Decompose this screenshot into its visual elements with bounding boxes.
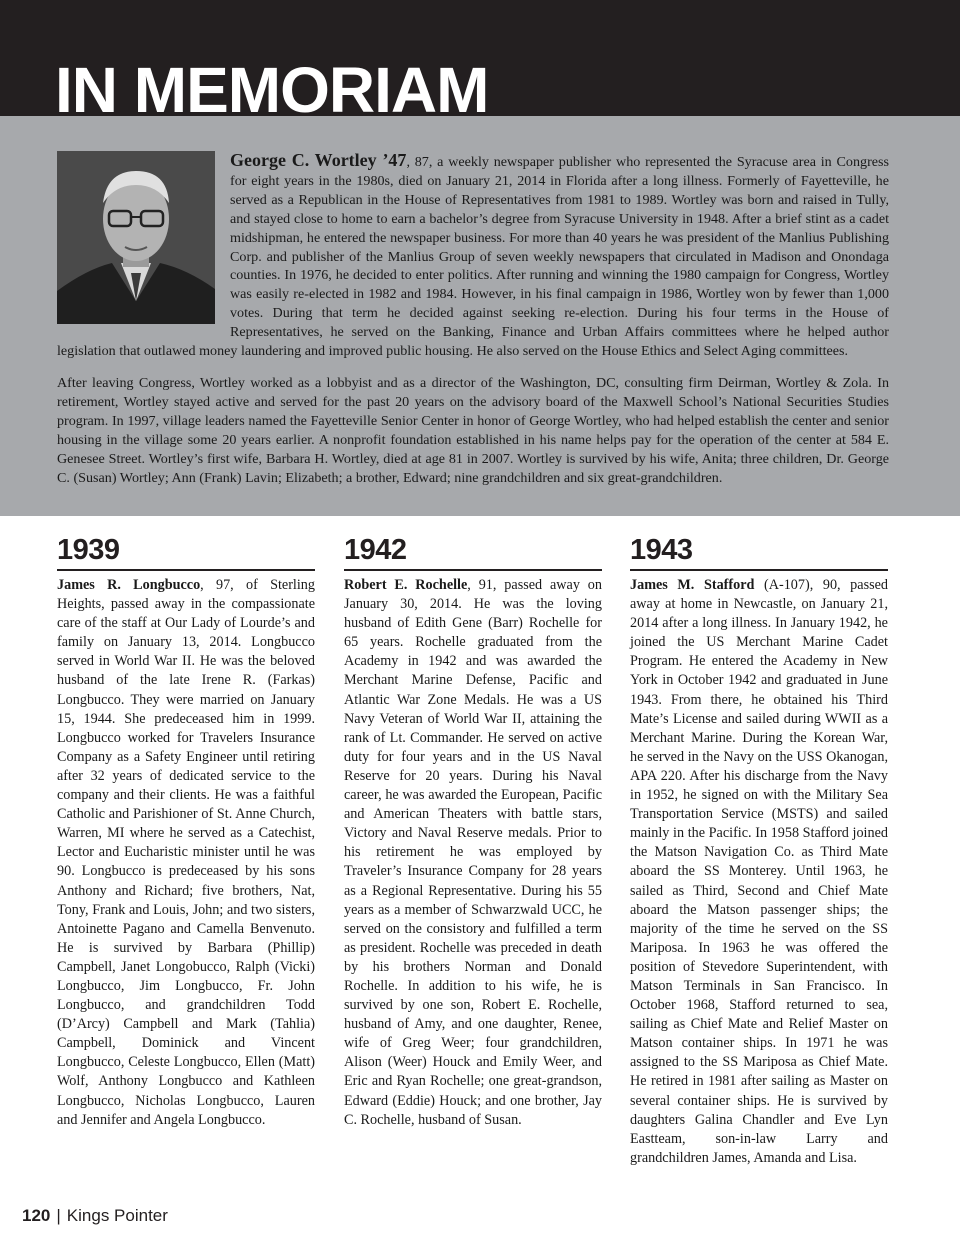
column-rule xyxy=(57,569,315,571)
obituary-column-1939 xyxy=(57,576,315,1130)
publication-name: Kings Pointer xyxy=(66,1206,168,1225)
obituary-body: , 97, of Sterling Heights, passed away in the compassionate care of the staff at Our Lady of Lourde’s and family on January 13, 2014. Longbucco served in World War II. He was the beloved husband of the late Irene R. (Farkas) Longbucco. They were married on January 15, 1944. She predeceased him in 1999. Longbucco worked for Travelers Insurance Company as a Safety Engineer until retiring after 32 years of dedicated service to the company and their clients. He was a faithful Catholic and Parishioner of St. Anne Church, Warren, MI where he served as a Catechist, Lector and Eucharistic minister until he was 90. Longbucco is predeceased by his sons Anthony and Richard; five brothers, Nat, Tony, Frank and Louis, John; and two sisters, Antoinette Pagano and Camella Benvenuto. He is survived by Barbara (Phillip) Campbell, Janet Longobucco, Ralph (Vicki) Longbucco, Jim Longbucco, Fr. John Longbucco, and grandchildren Todd (D’Arcy) Campbell and Mark (Tahlia) Campbell, Dominick and Vincent Longbucco, Celeste Longbucco, Ellen (Matt) Wolf, Anthony Longbucco and Kathleen Longbucco, Nicholas Longbucco, Lauren and Jennifer and Angela Longbucco. xyxy=(57,577,315,1128)
obituary-name: James M. Stafford xyxy=(630,577,755,593)
year-heading-1943: 1943 xyxy=(630,534,693,566)
photo-spacer xyxy=(57,151,215,327)
obituary-name: Robert E. Rochelle xyxy=(344,577,468,593)
feature-paragraph-1 xyxy=(57,151,889,361)
year-heading-1942: 1942 xyxy=(344,534,407,566)
obituary-name: James R. Longbucco xyxy=(57,577,201,593)
column-rule xyxy=(630,569,888,571)
obituary-column-1943 xyxy=(630,576,888,1168)
feature-obituary-text xyxy=(57,151,889,500)
obituary-body: , 91, passed away on January 30, 2014. He was the loving husband of Edith Gene (Barr) Rochelle for 65 years. Rochelle graduated from the Academy in 1942 and was awarded the Merchant Marine Defense, Pacific and Atlantic War Zone Medals. He was a US Navy Veteran of World War II, attaining the rank of Lt. Commander. He served on active duty for four years and in the US Naval Reserve for 20 years. During his Naval career, he was awarded the European, Pacific and American Theaters with battle stars, Victory and Naval Reserve medals. Prior to his retirement he was employed by Traveler’s Insurance Company for 28 years as a Regional Representative. During his 55 years as a member of Schwarzwald UCC, he served on the consistory and fulfilled a term as president. Rochelle was preceded in death by his brothers Norman and Donald Rochelle. In addition to his wife, he is survived by one son, Robert E. Rochelle, husband of Amy, and one daughter, Renee, wife of Greg Weer; four grandchildren, Alison (Weer) Houck and Emily Weer, and Eric and Ryan Rochelle; one great-grandson, Edward (Eddie) Houck; and one brother, Jay C. Rochelle, husband of Susan. xyxy=(344,577,602,1128)
year-heading-1939: 1939 xyxy=(57,534,120,566)
feature-body-1: , 87, a weekly newspaper publisher who represented the Syracuse area in Congress for eight years in the 1980s, died on January 21, 2014 in Florida after a long illness. Formerly of Fayetteville, he served as a Republican in the House of Representatives from 1981 to 1989. Wortley was born and raised in Tully, and stayed close to home to earn a bachelor’s degree from Syracuse University in 1948. After a brief stint as a cadet midshipman, he entered the newspaper business. For more than 40 years he was president of the Manlius Publishing Corp. and publisher of the Manlius Group of seven weekly newspapers that circulated in Madison and Onondaga counties. In 1976, he decided to enter politics. After running and winning the 1980 campaign for Congress, Wortley was easily re-elected in 1982 and 1984. However, in his final campaign in 1986, Wortley won by fewer than 1,000 votes. During that term he decided against seeking re-election. During his four terms in the House of Representatives, he served on the Banking, Finance and Urban Affairs committees where he helped author legislation that outlawed money laundering and improved public housing. He also served on the House Ethics and Select Aging committees. xyxy=(57,154,889,360)
column-rule xyxy=(344,569,602,571)
page-number: 120 xyxy=(22,1206,51,1225)
page-footer xyxy=(22,1205,168,1227)
feature-paragraph-2: After leaving Congress, Wortley worked as a lobbyist and as a director of the Washington, DC, consulting firm Deirman, Wortley & Zola. In retirement, Wortley stayed active and served for the past 20 years on the advisory board of the Maxwell School’s National Securities Studies program. In 1997, village leaders named the Fayetteville Senior Center in honor of George Wortley, who had helped establish the center and senior housing in the village some 20 years earlier. A nonprofit foundation established in his name helps pay for the operation of the center at 584 E. Genesee Street. Wortley’s first wife, Barbara H. Wortley, died at age 81 in 2007. Wortley is survived by his wife, Anita; three children, Dr. George C. (Susan) Wortley; Ann (Frank) Lavin; Elizabeth; a brother, Edward; nine grandchildren and six great-grandchildren. xyxy=(57,374,889,486)
footer-separator: | xyxy=(56,1206,61,1225)
feature-name: George C. Wortley ’47 xyxy=(230,150,407,170)
obituary-body: (A-107), 90, passed away at home in Newcastle, on January 21, 2014 after a long illness. In January 1942, he joined the US Merchant Marine Cadet Program. He entered the Academy in New York in October 1942 and graduated in June 1943. From there, he obtained his Third Mate’s License and sailed during WWII as a Merchant Marine. During the Korean War, he served in the Navy on the USS Okanogan, APA 220. After his discharge from the Navy in 1952, he signed on with the Military Sea Transportation Service (MSTS) and sailed mainly in the Pacific. In 1958 Stafford joined the Matson Navigation Co. as Third Mate aboard the SS Monterey. Until 1963, he sailed as Third, Second and Chief Mate aboard the Matson passenger ships; the majority of the time he served on the SS Mariposa. In 1963 he was offered the position of Stevedore Superintendent, with Matson Terminals in San Francisco. In October 1968, Stafford returned to sea, sailing as Chief Mate and Relief Master on Matson container ships. In 1971 he was assigned to the SS Mariposa as Chief Mate. He retired in 1981 after sailing as Master on several container ships. He is survived by daughters Galina Chandler and Eve Lyn Eastteam, son-in-law Larry and grandchildren James, Amanda and Lisa. xyxy=(630,577,889,1166)
page-title: IN MEMORIAM xyxy=(55,58,489,116)
header-band xyxy=(0,0,960,116)
obituary-column-1942 xyxy=(344,576,602,1130)
